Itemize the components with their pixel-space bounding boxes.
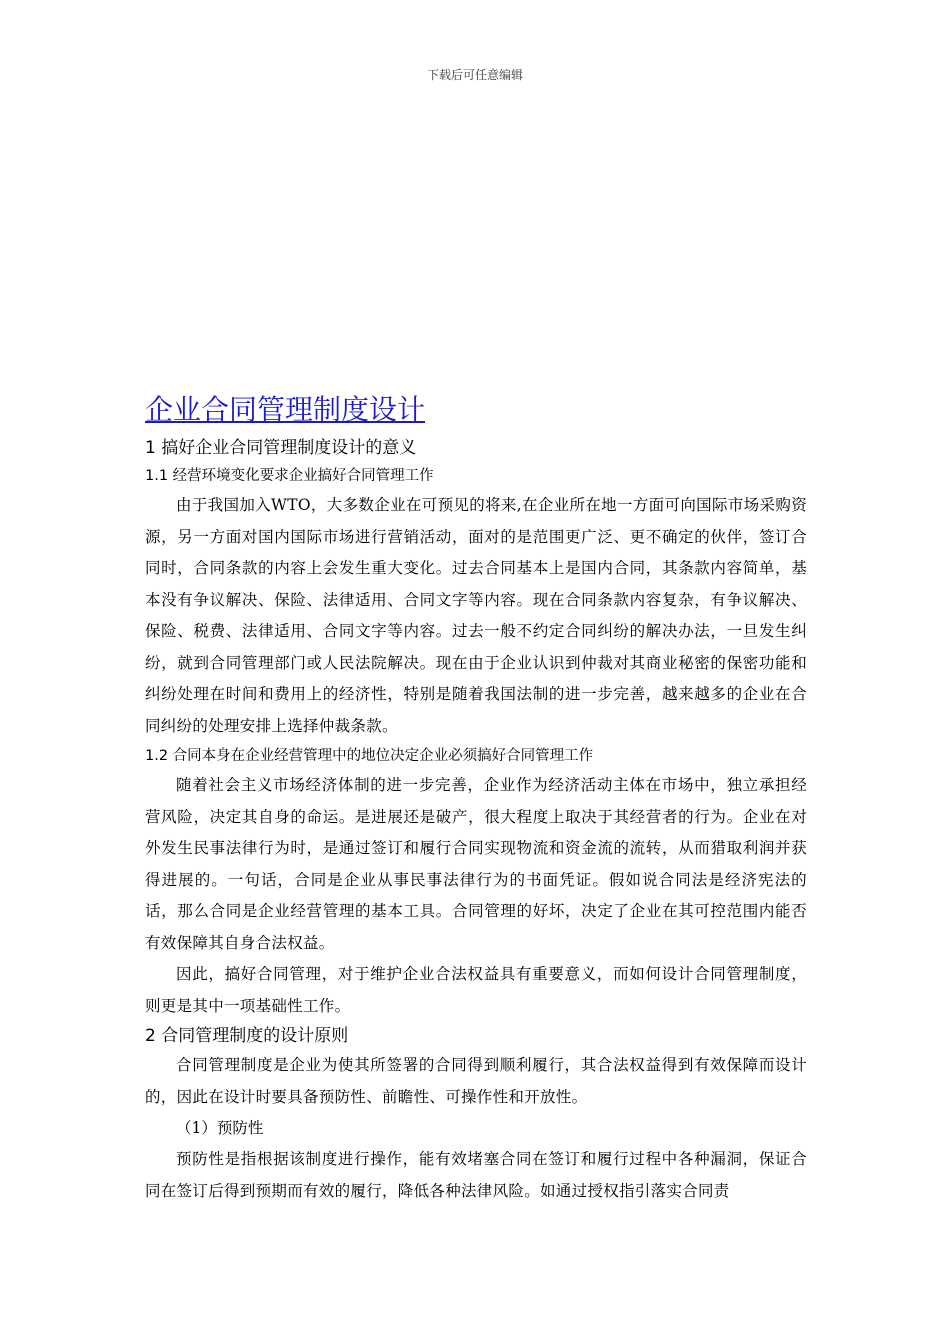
section-1-2-heading: 1.2 合同本身在企业经营管理中的地位决定企业必须搞好合同管理工作 <box>145 748 594 764</box>
section-1-2-paragraph-2: 因此，搞好合同管理，对于维护企业合法权益具有重要意义，而如何设计合同管理制度，则更是其中一项基础性工作。 <box>145 965 807 1015</box>
section-2-item-1: （1）预防性 <box>176 1119 264 1137</box>
section-1-2-paragraph-1: 随着社会主义市场经济体制的进一步完善，企业作为经济活动主体在市场中，独立承担经营风险，决定其自身的命运。是进展还是破产，很大程度上取决于其经营者的行为。企业在对外发生民事法律行为时，是通过签订和履行合同实现物流和资金流的流转，从而猎取利润并获得进展的。一句话，合同是企业从事民事法律行为的书面凭证。假如说合同法是经济宪法的话，那么合同是企业经营管理的基本工具。合同管理的好坏，决定了企业在其可控范围内能否有效保障其自身合法权益。 <box>145 776 807 952</box>
section-1-heading: 1 搞好企业合同管理制度设计的意义 <box>145 438 417 458</box>
section-2-paragraph-1: 合同管理制度是企业为使其所签署的合同得到顺利履行，其合法权益得到有效保障而设计的，因此在设计时要具备预防性、前瞻性、可操作性和开放性。 <box>145 1056 807 1106</box>
document-body <box>145 390 807 1207</box>
header-note: 下载后可任意编辑 <box>426 68 523 82</box>
section-2-heading: 2 合同管理制度的设计原则 <box>145 1026 349 1046</box>
section-1-1-heading: 1.1 经营环境变化要求企业搞好合同管理工作 <box>145 468 434 484</box>
document-title[interactable]: 企业合同管理制度设计 <box>145 393 426 426</box>
section-1-1-paragraph: 由于我国加入WTO，大多数企业在可预见的将来,在企业所在地一方面可向国际市场采购资源，另一方面对国内国际市场进行营销活动，面对的是范围更广泛、更不确定的伙伴，签订合同时，合同条款的内容上会发生重大变化。过去合同基本上是国内合同，其条款内容简单，基本没有争议解决、保险、法律适用、合同文字等内容。现在合同条款内容复杂，有争议解决、保险、税费、法律适用、合同文字等内容。过去一般不约定合同纠纷的解决办法，一旦发生纠纷，就到合同管理部门或人民法院解决。现在由于企业认识到仲裁对其商业秘密的保密功能和纠纷处理在时间和费用上的经济性，特别是随着我国法制的进一步完善，越来越多的企业在合同纠纷的处理安排上选择仲裁条款。 <box>145 496 807 735</box>
section-2-paragraph-2: 预防性是指根据该制度进行操作，能有效堵塞合同在签订和履行过程中各种漏洞，保证合同在签订后得到预期而有效的履行，降低各种法律风险。如通过授权指引落实合同责 <box>145 1150 807 1200</box>
